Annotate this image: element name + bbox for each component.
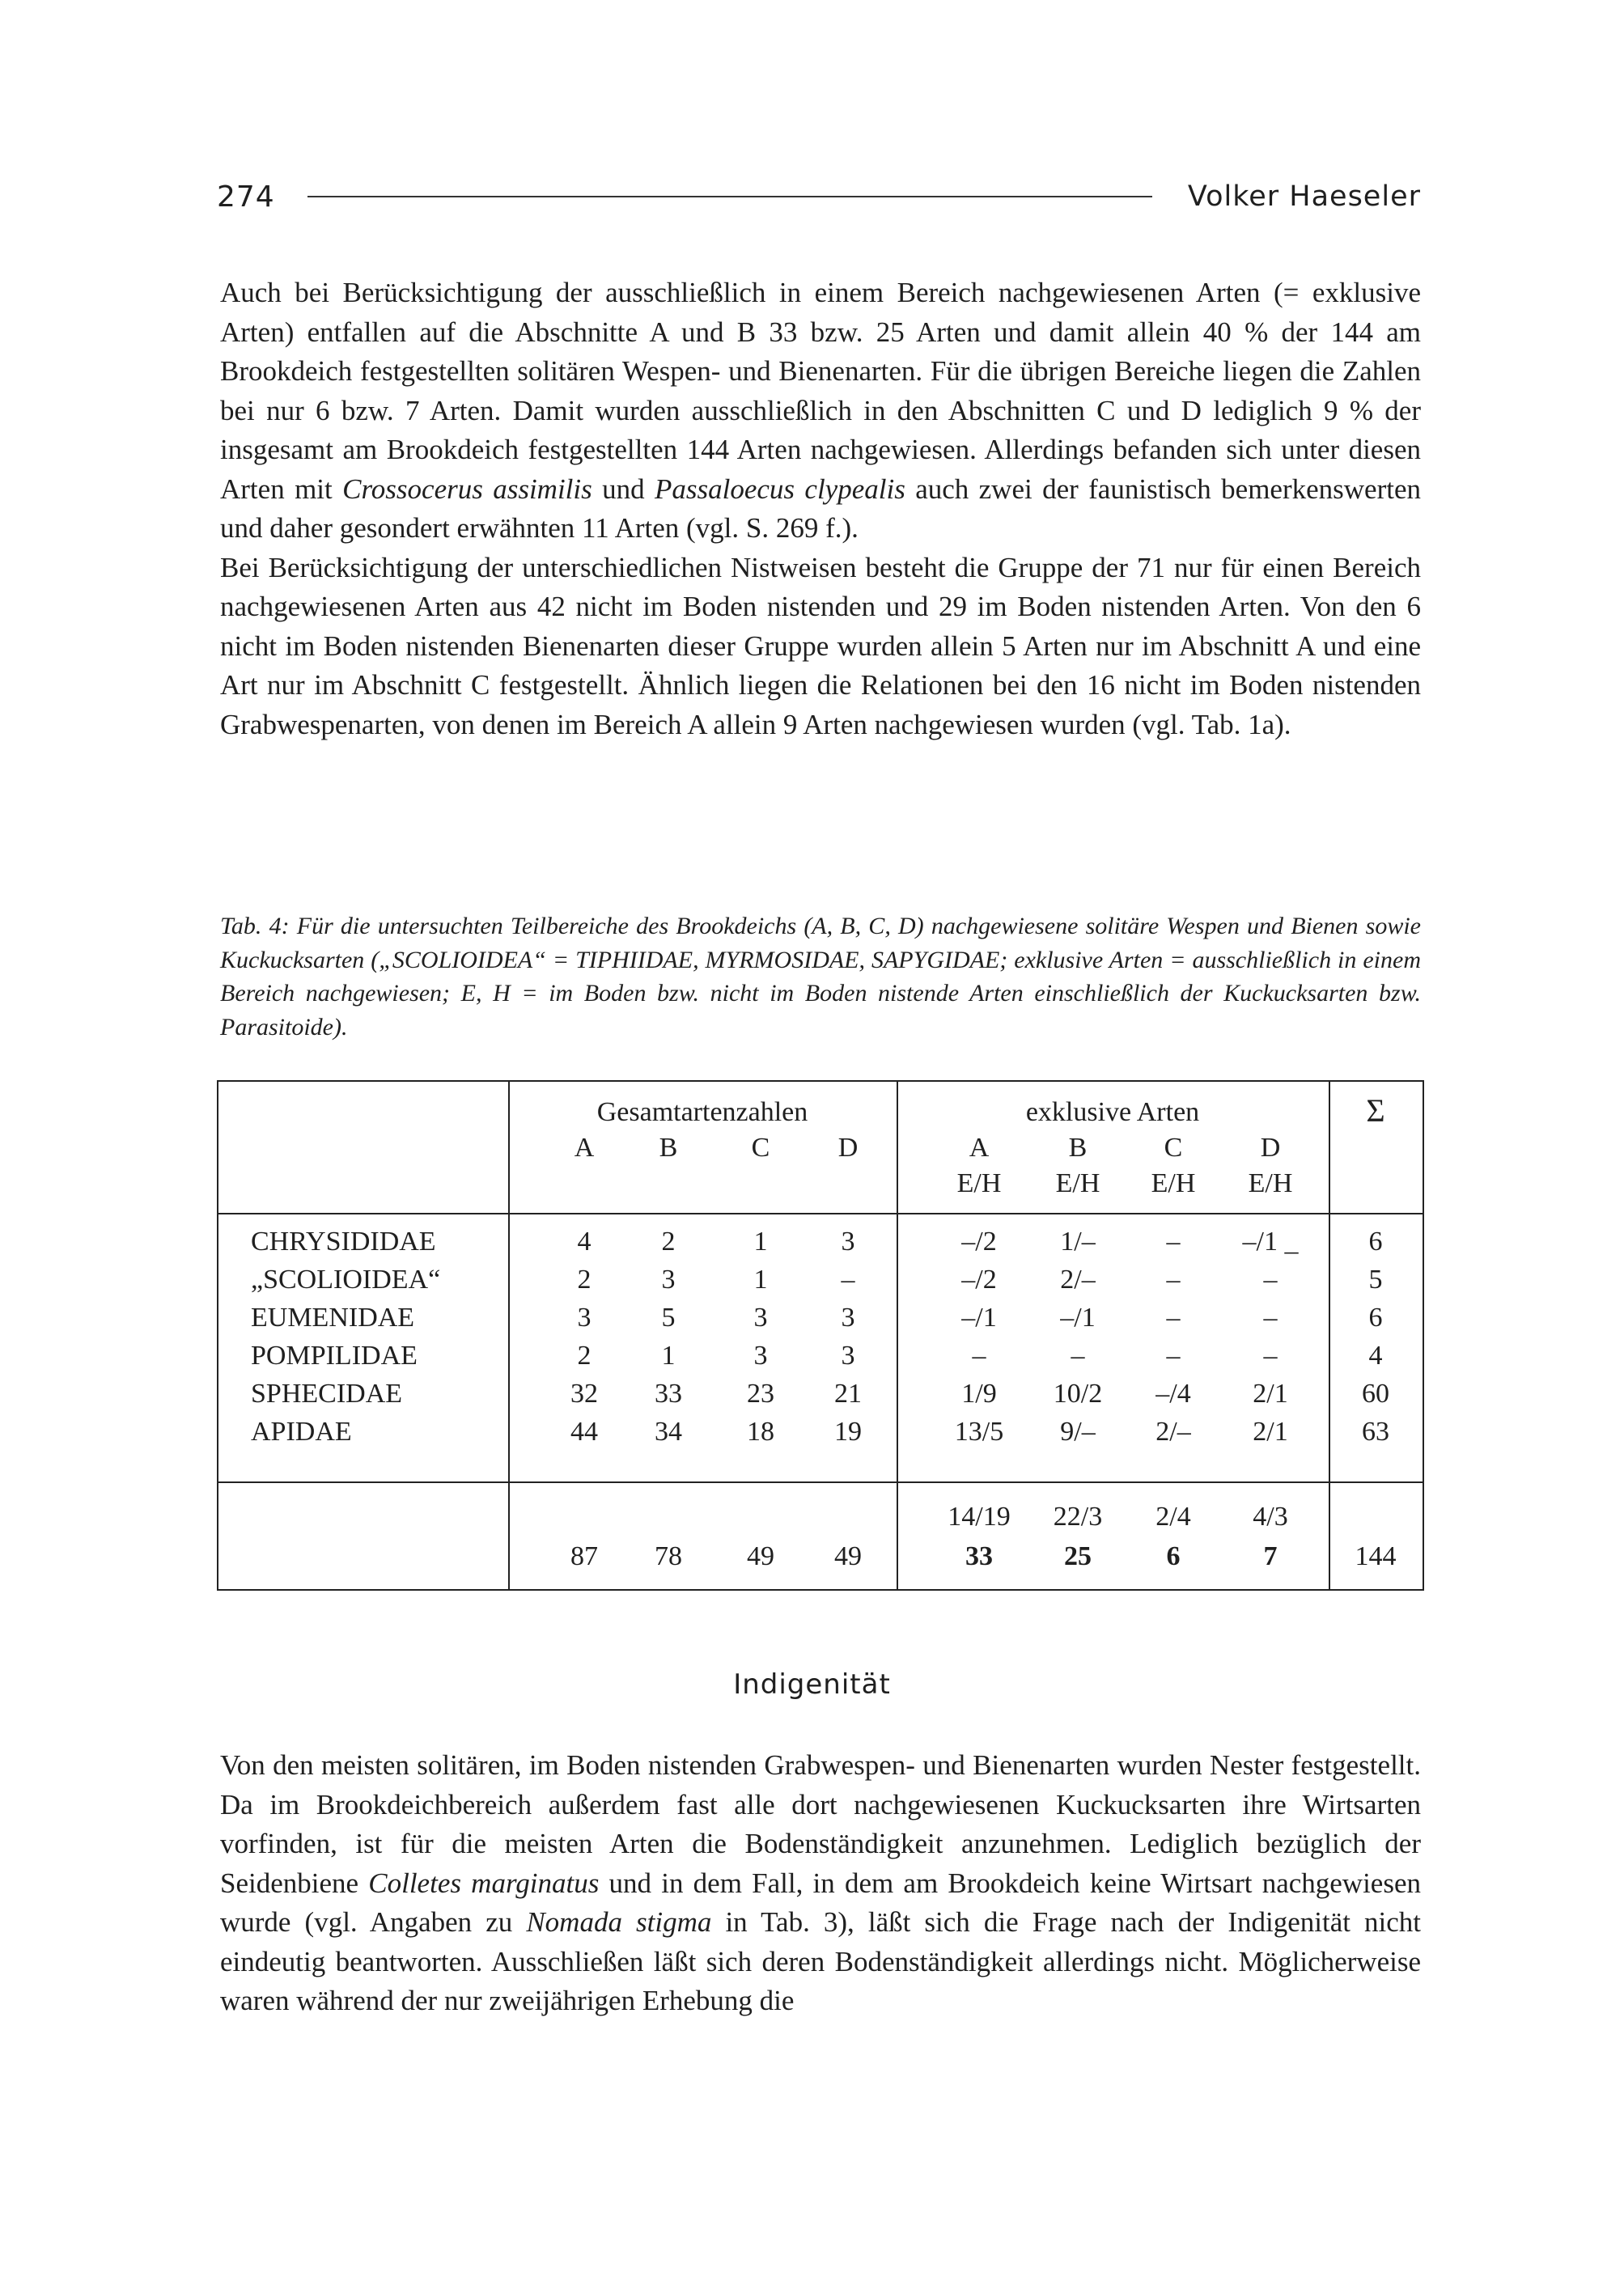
total-count: 2 [661, 1227, 676, 1257]
col-header-eh: E/H [1151, 1168, 1196, 1198]
row-sum: 6 [1368, 1303, 1383, 1333]
exclusive-count: 2/1 [1253, 1417, 1288, 1447]
total-count: 18 [747, 1417, 774, 1447]
col-header: B [1068, 1133, 1088, 1163]
total-count: 23 [747, 1379, 774, 1409]
grand-total: 144 [1355, 1541, 1397, 1571]
exclusive-count: – [972, 1341, 986, 1371]
row-sum: 5 [1368, 1265, 1383, 1295]
total-count: 1 [661, 1341, 676, 1371]
total-count: 3 [841, 1227, 855, 1257]
exclusive-count: 13/5 [954, 1417, 1004, 1447]
exclusive-count: 10/2 [1053, 1379, 1103, 1409]
exclusive-count: – [1071, 1341, 1085, 1371]
exclusive-count: –/4 [1155, 1379, 1191, 1409]
col-header-eh: E/H [1248, 1168, 1293, 1198]
total-species: 49 [834, 1541, 862, 1571]
header-exclusive-species: exklusive Arten [1025, 1097, 1200, 1127]
col-header: A [969, 1133, 990, 1163]
family-name: „SCOLIOIDEA“ [251, 1265, 441, 1295]
total-count: 3 [661, 1265, 676, 1295]
table-divider [897, 1082, 898, 1589]
page-number: 274 [217, 180, 275, 214]
total-excl-eh: 4/3 [1253, 1502, 1288, 1532]
exclusive-count: – [1263, 1265, 1278, 1295]
total-count: 33 [655, 1379, 682, 1409]
paragraph-1: Auch bei Berücksichtigung der ausschließlich in einem Bereich nachgewiesenen Arten (= exklusive Arten) entfallen auf die Abschnitte A und B 33 bzw. 25 Arten und damit allein 40 % der 144 am Brookdeich festgestellten solitären Wespen- und Bienenarten. Für die übrigen Bereiche liegen die Zahlen bei nur 6 bzw. 7 Arten. Damit wurden ausschließlich in den Abschnitten C und D lediglich 9 % der insgesamt am Brookdeich festgestellten 144 Arten nachgewiesen. Allerdings befanden sich unter diesen Arten mit Crossocerus assimilis und Passaloecus clypealis auch zwei der faunistisch bemerkenswerten und daher gesondert erwähnten 11 Arten (vgl. S. 269 f.). [220, 277, 1421, 544]
exclusive-count: – [1263, 1341, 1278, 1371]
total-exclusive: 6 [1166, 1541, 1181, 1571]
exclusive-count: 1/9 [961, 1379, 997, 1409]
exclusive-count: – [1166, 1227, 1181, 1257]
exclusive-count: 2/1 [1253, 1379, 1288, 1409]
family-name: CHRYSIDIDAE [251, 1227, 436, 1257]
row-sum: 60 [1362, 1379, 1389, 1409]
exclusive-count: –/1 [1060, 1303, 1096, 1333]
table-divider [1329, 1082, 1330, 1589]
total-count: 1 [753, 1227, 768, 1257]
total-count: 21 [834, 1379, 862, 1409]
total-count: 2 [577, 1265, 592, 1295]
section-heading: Indigenität [733, 1668, 891, 1701]
running-author: Volker Haeseler [1187, 180, 1421, 213]
exclusive-count: – [1263, 1303, 1278, 1333]
family-name: SPHECIDAE [251, 1379, 403, 1409]
header-rule [307, 196, 1152, 197]
col-header-eh: E/H [956, 1168, 1002, 1198]
total-exclusive: 7 [1263, 1541, 1278, 1571]
header-sum: Σ [1366, 1092, 1385, 1129]
total-count: 19 [834, 1417, 862, 1447]
total-species: 49 [747, 1541, 774, 1571]
row-sum: 6 [1368, 1227, 1383, 1257]
species-name: Colletes marginatus [368, 1867, 600, 1899]
total-species: 87 [570, 1541, 598, 1571]
family-name: POMPILIDAE [251, 1341, 418, 1371]
total-count: 44 [570, 1417, 598, 1447]
family-name: APIDAE [251, 1417, 352, 1447]
exclusive-count: 1/– [1060, 1227, 1096, 1257]
paragraph-indigeneity [220, 1746, 1421, 2021]
paragraph-exclusive-species [220, 273, 1421, 744]
col-header: A [574, 1133, 595, 1163]
species-name: Nomada stigma [526, 1906, 712, 1938]
total-count: 4 [577, 1227, 592, 1257]
total-count: 3 [753, 1341, 768, 1371]
col-header: D [1260, 1133, 1281, 1163]
table-divider [218, 1481, 1423, 1483]
exclusive-count: 2/– [1155, 1417, 1191, 1447]
exclusive-count: – [1166, 1341, 1181, 1371]
running-header [217, 176, 1421, 217]
exclusive-count: 2/– [1060, 1265, 1096, 1295]
exclusive-count: –/1 _ [1242, 1227, 1299, 1257]
col-header: D [837, 1133, 859, 1163]
total-count: 5 [661, 1303, 676, 1333]
col-header: B [659, 1133, 678, 1163]
col-header: C [751, 1133, 770, 1163]
col-header-eh: E/H [1055, 1168, 1100, 1198]
total-count: – [841, 1265, 855, 1295]
header-total-species: Gesamtartenzahlen [596, 1097, 808, 1127]
total-count: 3 [841, 1341, 855, 1371]
total-count: 3 [841, 1303, 855, 1333]
col-header: C [1164, 1133, 1183, 1163]
species-table [217, 1080, 1424, 1591]
exclusive-count: – [1166, 1265, 1181, 1295]
total-exclusive: 33 [965, 1541, 993, 1571]
total-species: 78 [655, 1541, 682, 1571]
paragraph-2: Bei Berücksichtigung der unterschiedlichen Nistweisen besteht die Gruppe der 71 nur für einen Bereich nachgewiesenen Arten aus 42 nicht im Boden nistenden und 29 im Boden nistenden Arten. Von den 6 nicht im Boden nistenden Bienenarten dieser Gruppe wurden allein 5 Arten nur im Abschnitt A und eine Art nur im Abschnitt C festgestellt. Ähnlich liegen die Relationen bei den 16 nicht im Boden nistenden Grabwespenarten, von denen im Bereich A allein 9 Arten nachgewiesen wurden (vgl. Tab. 1a). [220, 551, 1421, 740]
exclusive-count: –/2 [961, 1227, 997, 1257]
species-name: Passaloecus clypealis [655, 473, 905, 505]
total-count: 2 [577, 1341, 592, 1371]
exclusive-count: –/2 [961, 1265, 997, 1295]
row-sum: 63 [1362, 1417, 1389, 1447]
table-caption: Tab. 4: Für die untersuchten Teilbereiche des Brookdeichs (A, B, C, D) nachgewiesene solitäre Wespen und Bienen sowie Kuckucksarten („SCOLIOIDEA“ = TIPHIIDAE, MYRMOSIDAE, SAPYGIDAE; exklusive Arten = ausschließlich in einem Bereich nachgewiesen; E, H = im Boden bzw. nicht im Boden nistende Arten einschließlich der Kuckucksarten bzw. Parasitoide). [220, 913, 1421, 1041]
total-count: 34 [655, 1417, 682, 1447]
table-divider [508, 1082, 510, 1589]
species-name: Crossocerus assimilis [342, 473, 592, 505]
family-name: EUMENIDAE [251, 1303, 415, 1333]
total-excl-eh: 2/4 [1155, 1502, 1191, 1532]
exclusive-count: – [1166, 1303, 1181, 1333]
row-sum: 4 [1368, 1341, 1383, 1371]
total-count: 3 [753, 1303, 768, 1333]
exclusive-count: –/1 [961, 1303, 997, 1333]
total-count: 32 [570, 1379, 598, 1409]
exclusive-count: 9/– [1060, 1417, 1096, 1447]
total-count: 1 [753, 1265, 768, 1295]
paragraph-3: Von den meisten solitären, im Boden nistenden Grabwespen- und Bienenarten wurden Nester festgestellt. Da im Brookdeichbereich außerdem fast alle dort nachgewiesenen Kuckucksarten ihre Wirtsarten vorfinden, ist für die meisten Arten die Bodenständigkeit anzunehmen. Lediglich bezüglich der Seidenbiene Colletes marginatus und in dem Fall, in dem am Brookdeich keine Wirtsart nachgewiesen wurde (vgl. Angaben zu Nomada stigma in Tab. 3), läßt sich die Frage nach der Indigenität nicht eindeutig beantworten. Ausschließen läßt sich deren Bodenständigkeit allerdings nicht. Möglicherweise waren während der nur zweijährigen Erhebung die [220, 1749, 1422, 2016]
total-excl-eh: 22/3 [1053, 1502, 1103, 1532]
total-exclusive: 25 [1064, 1541, 1092, 1571]
total-count: 3 [577, 1303, 592, 1333]
table-divider [218, 1213, 1423, 1214]
total-excl-eh: 14/19 [948, 1502, 1011, 1532]
